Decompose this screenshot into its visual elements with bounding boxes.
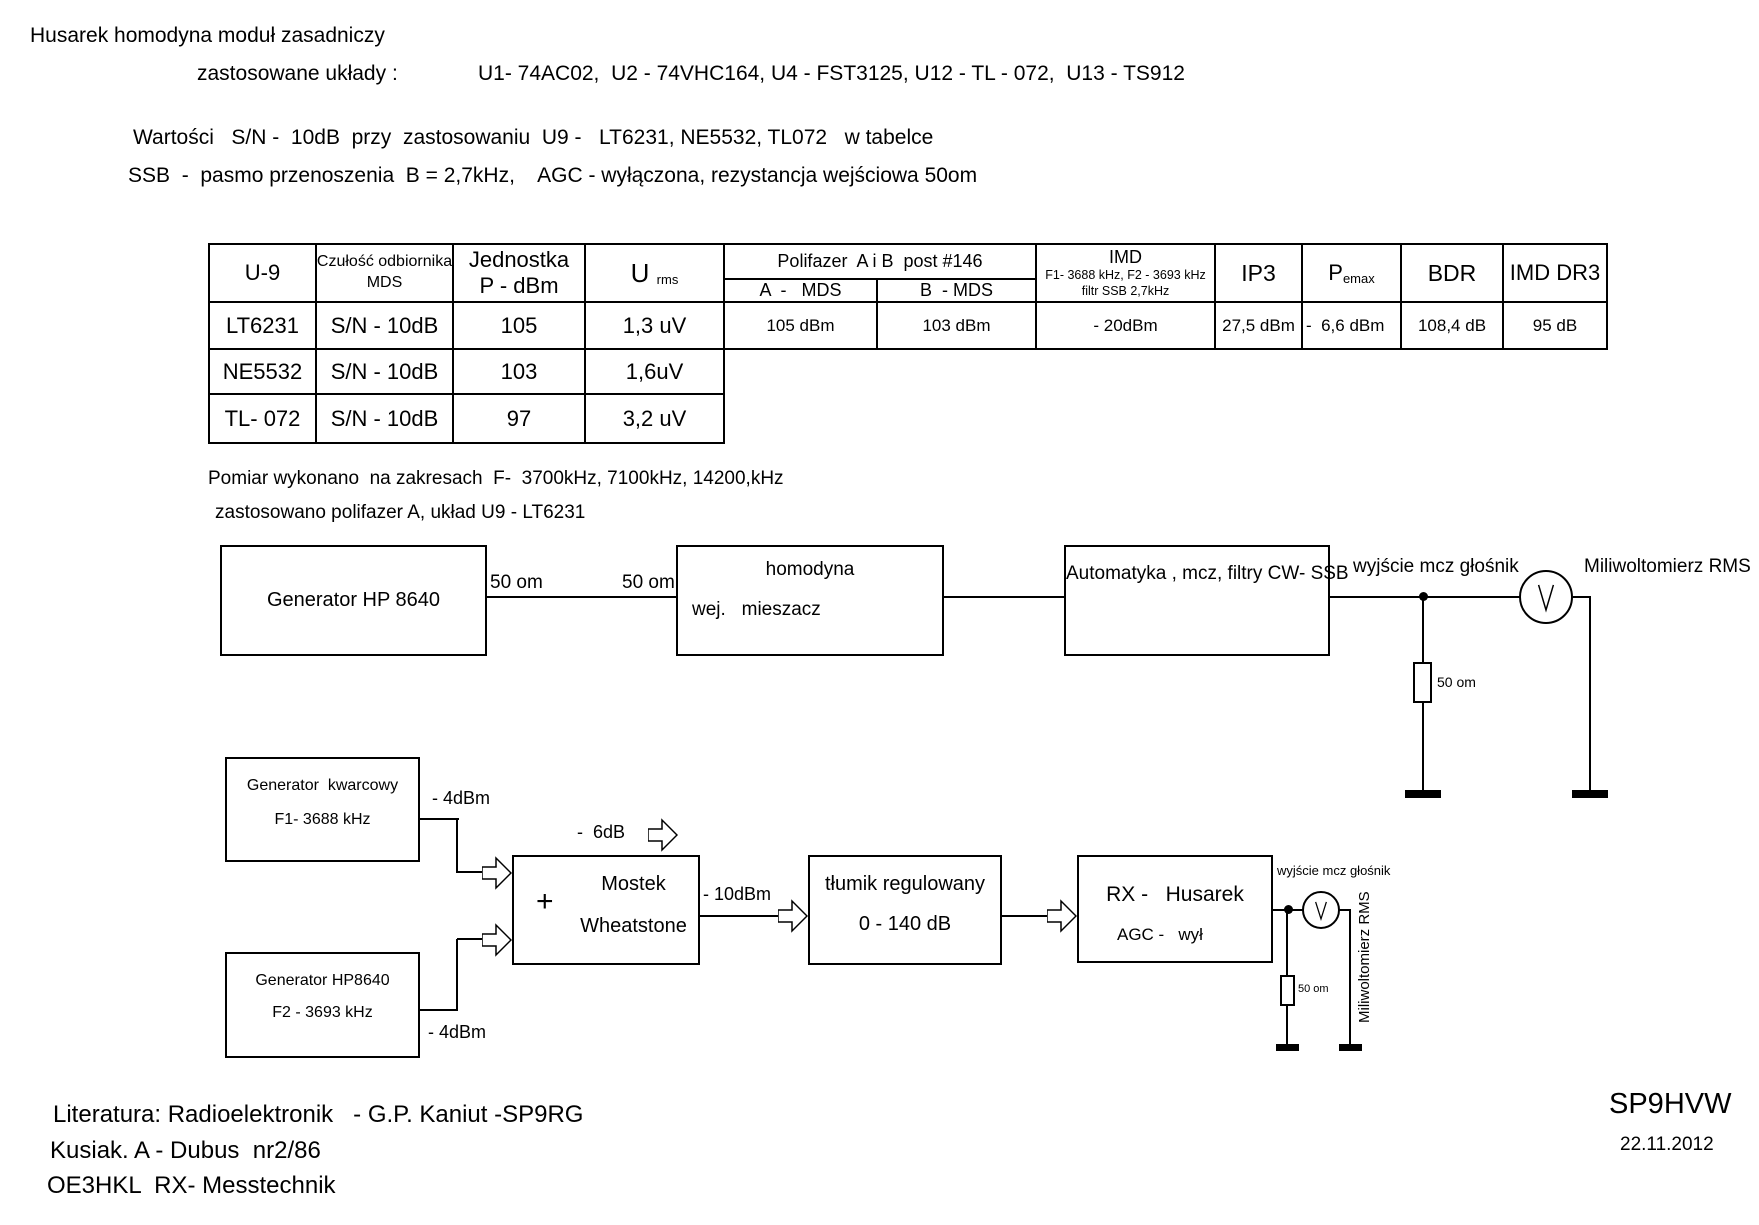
col-header-mds: Czułość odbiornika MDS xyxy=(317,245,454,303)
cell-urms: 1,3 uV xyxy=(586,303,725,350)
results-table-left-rows xyxy=(208,350,725,444)
cell-urms: 3,2 uV xyxy=(586,395,725,444)
homodyna-block: homodyna wej. mieszacz xyxy=(676,545,944,656)
col-header-polifazer: Polifazer A i B post #146 xyxy=(725,245,1037,280)
col-header-a-mds: A - MDS xyxy=(725,280,878,303)
cell-u9: NE5532 xyxy=(210,350,317,395)
resistor-label: 50 om xyxy=(1298,983,1329,995)
col-header-urms: U rms xyxy=(586,245,725,303)
voltmeter-v-icon xyxy=(1304,891,1338,929)
attenuator-block: tłumik regulowany 0 - 140 dB xyxy=(808,855,1002,965)
cell-urms: 1,6uV xyxy=(586,350,725,395)
measurement-note: Pomiar wykonano na zakresach F- 3700kHz, 7100kHz, 14200,kHz xyxy=(208,468,784,489)
used-ics-label: zastosowane układy : xyxy=(197,62,398,85)
cell-p: 103 xyxy=(454,350,586,395)
generator-hp8640-2-block: Generator HP8640 F2 - 3693 kHz xyxy=(225,952,420,1058)
wire xyxy=(1422,703,1424,791)
signal-arrow xyxy=(482,856,512,890)
generator-hp8640-block: Generator HP 8640 xyxy=(220,545,487,656)
signal-arrow xyxy=(778,899,808,933)
wire xyxy=(456,939,458,1011)
cell-mds: S/N - 10dB xyxy=(317,395,454,444)
millivoltmeter-label-rotated: Miliwoltomierz RMS xyxy=(1356,891,1373,1023)
cell-bdr: 108,4 dB xyxy=(1402,303,1504,350)
rx-husarek-block: RX - Husarek AGC - wył xyxy=(1077,855,1273,963)
wire xyxy=(1286,910,1288,975)
impedance-label: 50 om xyxy=(490,572,543,593)
ground-symbol xyxy=(1405,790,1441,798)
signal-arrow xyxy=(1047,899,1077,933)
literature-line-2: Kusiak. A - Dubus nr2/86 xyxy=(50,1137,321,1164)
cell-mds: S/N - 10dB xyxy=(317,303,454,350)
load-resistor xyxy=(1413,662,1432,703)
col-header-jednostka: Jednostka P - dBm xyxy=(454,245,586,303)
page-title: Husarek homodyna moduł zasadniczy xyxy=(30,24,385,47)
sum-symbol: + xyxy=(536,885,554,918)
generator-kwarcowy-block: Generator kwarcowy F1- 3688 kHz xyxy=(225,757,420,862)
ssb-note: SSB - pasmo przenoszenia B = 2,7kHz, AGC - wyłączona, rezystancja wejściowa 50om xyxy=(128,164,978,187)
cell-pemax: - 6,6 dBm xyxy=(1303,303,1402,350)
cell-u9: LT6231 xyxy=(210,303,317,350)
literature-line-1: Literatura: Radioelektronik - G.P. Kaniut -SP9RG xyxy=(53,1101,584,1128)
wire xyxy=(419,1009,458,1011)
polifazer-note: zastosowano polifazer A, układ U9 - LT6231 xyxy=(215,502,586,523)
level-label: - 6dB xyxy=(577,822,626,842)
voltmeter xyxy=(1519,570,1573,624)
cell-u9: TL- 072 xyxy=(210,395,317,444)
wheatstone-bridge-block: + Mostek Wheatstone xyxy=(512,855,700,965)
signal-arrow xyxy=(482,923,512,957)
voltmeter-v-icon xyxy=(1521,570,1571,624)
output-label: wyjście mcz głośnik xyxy=(1353,556,1519,577)
impedance-label: 50 om xyxy=(622,572,675,593)
wire xyxy=(700,915,780,917)
level-label: - 4dBm xyxy=(432,788,491,808)
load-resistor-small xyxy=(1280,975,1295,1006)
automatyka-block: Automatyka , mcz, filtry CW- SSB xyxy=(1064,545,1330,656)
cell-ip3: 27,5 dBm xyxy=(1216,303,1303,350)
ground-symbol xyxy=(1276,1044,1299,1051)
cell-imd-dr3: 95 dB xyxy=(1504,303,1606,350)
date: 22.11.2012 xyxy=(1620,1134,1714,1155)
wire xyxy=(457,938,484,940)
cell-mds: S/N - 10dB xyxy=(317,350,454,395)
wire xyxy=(457,871,484,873)
wire xyxy=(420,818,459,820)
col-header-u9: U-9 xyxy=(210,245,317,303)
cell-a-mds: 105 dBm xyxy=(725,303,878,350)
col-header-ip3: IP3 xyxy=(1216,245,1303,303)
wire xyxy=(944,596,1064,598)
cell-p: 97 xyxy=(454,395,586,444)
wire xyxy=(456,819,458,873)
millivoltmeter-label: Miliwoltomierz RMS xyxy=(1584,556,1751,577)
resistor-label: 50 om xyxy=(1437,674,1476,690)
voltmeter-small xyxy=(1302,891,1340,929)
wire xyxy=(1349,910,1351,1044)
signal-arrow xyxy=(648,818,678,852)
used-ics-list: U1- 74AC02, U2 - 74VHC164, U4 - FST3125, U12 - TL - 072, U13 - TS912 xyxy=(478,62,1185,85)
ground-symbol xyxy=(1572,790,1608,798)
level-label: - 4dBm xyxy=(428,1022,487,1042)
author-callsign: SP9HVW xyxy=(1609,1088,1732,1120)
output-label: wyjście mcz głośnik xyxy=(1277,863,1391,878)
col-header-pemax: P emax xyxy=(1303,245,1402,303)
ground-symbol xyxy=(1339,1044,1362,1051)
col-header-imd-dr3: IMD DR3 xyxy=(1504,245,1606,303)
cell-imd: - 20dBm xyxy=(1037,303,1216,350)
values-note: Wartości S/N - 10dB przy zastosowaniu U9 - LT6231, NE5532, TL072 w tabelce xyxy=(133,126,934,149)
col-header-b-mds: B - MDS xyxy=(878,280,1037,303)
cell-p: 105 xyxy=(454,303,586,350)
cell-b-mds: 103 dBm xyxy=(878,303,1037,350)
wire xyxy=(487,596,676,598)
wire xyxy=(1589,597,1591,791)
wire xyxy=(1002,915,1048,917)
wire xyxy=(1422,598,1424,662)
col-header-bdr: BDR xyxy=(1402,245,1504,303)
level-label: - 10dBm xyxy=(703,884,772,904)
results-table xyxy=(208,243,1608,350)
literature-line-3: OE3HKL RX- Messtechnik xyxy=(47,1172,336,1199)
col-header-imd: IMD F1- 3688 kHz, F2 - 3693 kHz filtr SSB 2,7kHz xyxy=(1037,245,1216,303)
wire xyxy=(1286,1006,1288,1044)
